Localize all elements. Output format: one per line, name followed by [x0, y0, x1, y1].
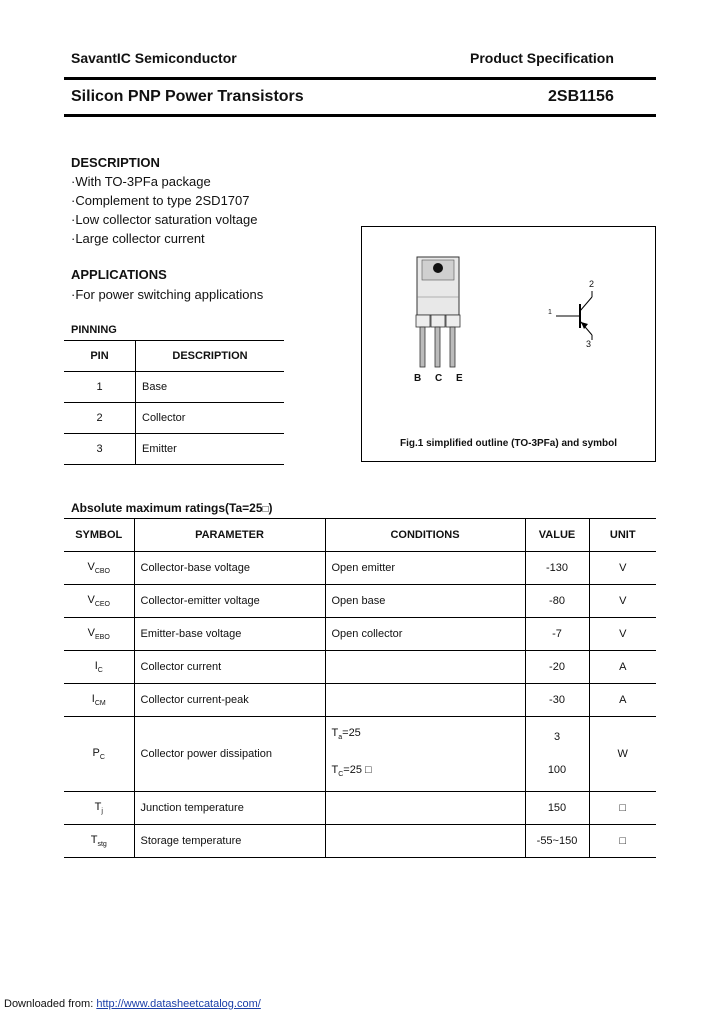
parameter-cell: Collector-emitter voltage: [134, 585, 325, 618]
symbol-cell: $P_C$: [64, 717, 134, 792]
column-header: CONDITIONS: [325, 519, 525, 552]
column-header: DESCRIPTION: [172, 350, 248, 362]
unit-cell: W: [617, 748, 628, 761]
table-row: [64, 552, 656, 585]
ratings-table: [64, 518, 656, 858]
unit-cell: V: [619, 562, 627, 574]
figure-box: [361, 226, 656, 462]
pin-number: 1: [64, 372, 136, 403]
pin-description: Collector: [142, 412, 186, 424]
symbol-cell: $V_{CBO}$: [64, 552, 134, 585]
value-cell: -55~150: [525, 825, 589, 858]
unit-cell: □: [619, 802, 627, 815]
unit-cell: V: [619, 595, 627, 607]
unit-cell: V: [619, 628, 627, 640]
conditions-cell: $T_a=25$ $T_C=25$ □: [325, 717, 525, 792]
table-row: [64, 403, 284, 434]
table-row: [64, 825, 656, 858]
symbol-cell: $I_{CM}$: [64, 684, 134, 717]
pin-description: Base: [142, 381, 168, 393]
emitter-arrow-icon: [581, 322, 588, 329]
conditions-cell: [325, 792, 525, 825]
pin-number: 2: [64, 403, 136, 434]
value-cell: -20: [525, 651, 589, 684]
symbol-cell: $V_{CEO}$: [64, 585, 134, 618]
parameter-cell: Emitter-base voltage: [134, 618, 325, 651]
symbol-collector-line: [580, 297, 592, 311]
lead-label-e: E: [456, 373, 463, 384]
figure-caption: Fig.1 simplified outline (TO-3PFa) and symbol: [399, 438, 618, 449]
pin-number: 3: [64, 434, 136, 465]
table-row: [64, 434, 284, 465]
parameter-cell: Collector power dissipation: [134, 717, 325, 792]
table-header-row: [64, 519, 656, 552]
conditions-cell: [325, 825, 525, 858]
pinning-heading: PINNING: [71, 324, 117, 336]
document-type: Product Specification: [470, 50, 614, 66]
unit-cell: A: [619, 694, 627, 706]
symbol-pin-1: 1: [548, 309, 552, 316]
table-row: [64, 585, 656, 618]
product-title: Silicon PNP Power Transistors: [71, 88, 304, 105]
parameter-cell: Junction temperature: [134, 792, 325, 825]
applications-heading: APPLICATIONS: [71, 267, 167, 282]
header-rule-top: [64, 77, 656, 80]
unit-cell: □: [619, 835, 627, 848]
lead-base: [420, 327, 425, 367]
value-cell: 150: [525, 792, 589, 825]
symbol-cell: $V_{EBO}$: [64, 618, 134, 651]
table-row: [64, 684, 656, 717]
value-cell: -130: [525, 552, 589, 585]
mounting-hole: [433, 263, 443, 273]
value-cell: 3 100: [525, 717, 589, 792]
footer-label: Downloaded from:: [4, 998, 97, 1010]
symbol-pin-2: 2: [589, 279, 595, 289]
conditions-cell: Open base: [325, 585, 525, 618]
symbol-cell: $T_j$: [64, 792, 134, 825]
conditions-cell: Open collector: [325, 618, 525, 651]
lead-collector: [435, 327, 440, 367]
description-bullet: ·With TO-3PFa package: [71, 174, 211, 189]
company-name: SavantIC Semiconductor: [71, 50, 237, 66]
lead-label-b: B: [414, 373, 422, 384]
column-header: UNIT: [609, 529, 636, 541]
description-bullet: ·Low collector saturation voltage: [71, 212, 258, 227]
description-heading: DESCRIPTION: [71, 155, 160, 170]
table-row: [64, 618, 656, 651]
lead-label-c: C: [435, 373, 443, 384]
value-cell: -7: [525, 618, 589, 651]
parameter-cell: Collector current-peak: [134, 684, 325, 717]
symbol-pin-3: 3: [586, 339, 592, 349]
description-bullet: ·Complement to type 2SD1707: [71, 193, 250, 208]
unit-cell: A: [619, 661, 627, 673]
parameter-cell: Collector-base voltage: [134, 552, 325, 585]
column-header: VALUE: [525, 519, 589, 552]
parameter-cell: Storage temperature: [134, 825, 325, 858]
value-cell: -80: [525, 585, 589, 618]
table-row: [64, 717, 656, 792]
lead-emitter: [450, 327, 455, 367]
symbol-cell: $I_C$: [64, 651, 134, 684]
pinning-table: [64, 340, 284, 465]
table-row: [64, 651, 656, 684]
footer-link[interactable]: http://www.datasheetcatalog.com/: [96, 998, 261, 1010]
part-number: 2SB1156: [548, 88, 614, 105]
parameter-cell: Collector current: [134, 651, 325, 684]
footer: [4, 998, 261, 1010]
table-row: [64, 792, 656, 825]
column-header: PIN: [64, 341, 136, 372]
ratings-heading: Absolute maximum ratings(Ta=25□): [71, 501, 273, 515]
pin-description: Emitter: [142, 443, 177, 455]
header-rule-bottom: [64, 114, 656, 117]
conditions-cell: [325, 651, 525, 684]
value-cell: -30: [525, 684, 589, 717]
conditions-cell: Open emitter: [325, 552, 525, 585]
description-bullet: ·Large collector current: [71, 231, 205, 246]
applications-bullet: ·For power switching applications: [71, 287, 264, 302]
table-header-row: [64, 341, 284, 372]
column-header: SYMBOL: [64, 519, 134, 552]
package-outline-drawing: [362, 227, 655, 461]
conditions-cell: [325, 684, 525, 717]
symbol-cell: $T_{stg}$: [64, 825, 134, 858]
table-row: [64, 372, 284, 403]
column-header: PARAMETER: [134, 519, 325, 552]
